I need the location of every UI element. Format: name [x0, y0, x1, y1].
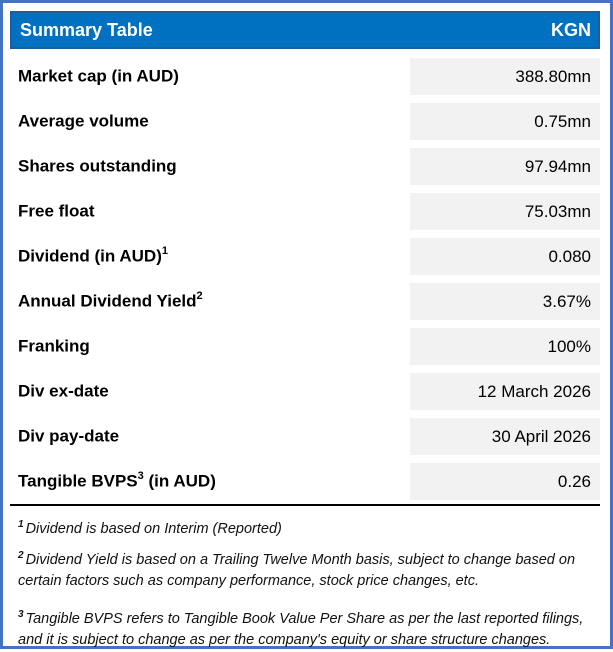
- row-label-text: Average volume: [18, 111, 149, 131]
- row-value: 100%: [547, 336, 591, 356]
- row-label: [10, 111, 410, 132]
- row-value: 97.94mn: [524, 156, 591, 176]
- row-label-superscript: 2: [196, 290, 203, 303]
- row-value: 0.26: [557, 471, 591, 491]
- row-label: [10, 291, 410, 312]
- row-label: [10, 201, 410, 222]
- row-value: 75.03mn: [524, 201, 591, 221]
- table-rows: [10, 54, 600, 504]
- row-value: 388.80mn: [515, 66, 591, 86]
- row-value: 0.080: [548, 246, 591, 266]
- row-label: [10, 246, 410, 267]
- footnote: [18, 517, 592, 541]
- row-value-cell: [410, 373, 600, 410]
- row-label-superscript: 3: [137, 470, 144, 483]
- table-row: [10, 324, 600, 369]
- footnote-text: Dividend Yield is based on a Trailing Twelve Month basis, subject to change based on certain factors such as company performance, stock price changes, etc.: [18, 551, 576, 590]
- table-header-bar: [10, 11, 600, 49]
- row-label-text: Franking: [18, 336, 90, 356]
- summary-table: [3, 3, 610, 652]
- row-label: [10, 336, 410, 357]
- footnotes-section: [10, 506, 600, 652]
- row-value-cell: [410, 193, 600, 230]
- row-value-cell: [410, 283, 600, 320]
- row-label-text: Shares outstanding: [18, 156, 177, 176]
- row-label-text: Tangible BVPS: [18, 471, 138, 491]
- row-label-suffix: (in AUD): [143, 471, 216, 491]
- row-value: 3.67%: [542, 291, 591, 311]
- ticker-symbol: KGN: [551, 19, 591, 40]
- row-value-cell: [410, 328, 600, 365]
- footnote-superscript: 2: [18, 549, 24, 561]
- row-label: [10, 156, 410, 177]
- footnote-text: Tangible BVPS refers to Tangible Book Value Per Share as per the last reported filings, and it is subject to change as per the company's equity or share structure changes.: [18, 610, 584, 649]
- table-row: [10, 54, 600, 99]
- row-value-cell: [410, 463, 600, 500]
- table-title: Summary Table: [20, 19, 153, 40]
- footnote-superscript: 3: [18, 608, 24, 620]
- table-row: [10, 189, 600, 234]
- footnote: [18, 607, 592, 652]
- row-label: [10, 66, 410, 87]
- table-row: [10, 234, 600, 279]
- table-row: [10, 99, 600, 144]
- row-label: [10, 381, 410, 402]
- row-value-cell: [410, 418, 600, 455]
- row-label-superscript: 1: [161, 245, 168, 258]
- row-label-text: Market cap (in AUD): [18, 66, 179, 86]
- table-row: [10, 459, 600, 504]
- footnote-text: Dividend is based on Interim (Reported): [25, 520, 282, 537]
- row-value-cell: [410, 103, 600, 140]
- footnote: [18, 548, 592, 593]
- row-label-text: Free float: [18, 201, 95, 221]
- row-value: 0.75mn: [534, 111, 591, 131]
- row-label-text: Annual Dividend Yield: [18, 291, 197, 311]
- row-value: 12 March 2026: [477, 381, 591, 401]
- row-value-cell: [410, 58, 600, 95]
- table-row: [10, 144, 600, 189]
- row-label-text: Div ex-date: [18, 381, 109, 401]
- table-row: [10, 414, 600, 459]
- row-label: [10, 426, 410, 447]
- row-value-cell: [410, 148, 600, 185]
- row-value: 30 April 2026: [491, 426, 591, 446]
- table-row: [10, 279, 600, 324]
- table-row: [10, 369, 600, 414]
- row-value-cell: [410, 238, 600, 275]
- row-label-text: Dividend (in AUD): [18, 246, 162, 266]
- footnote-superscript: 1: [18, 519, 24, 530]
- row-label: [10, 471, 410, 492]
- row-label-text: Div pay-date: [18, 426, 120, 446]
